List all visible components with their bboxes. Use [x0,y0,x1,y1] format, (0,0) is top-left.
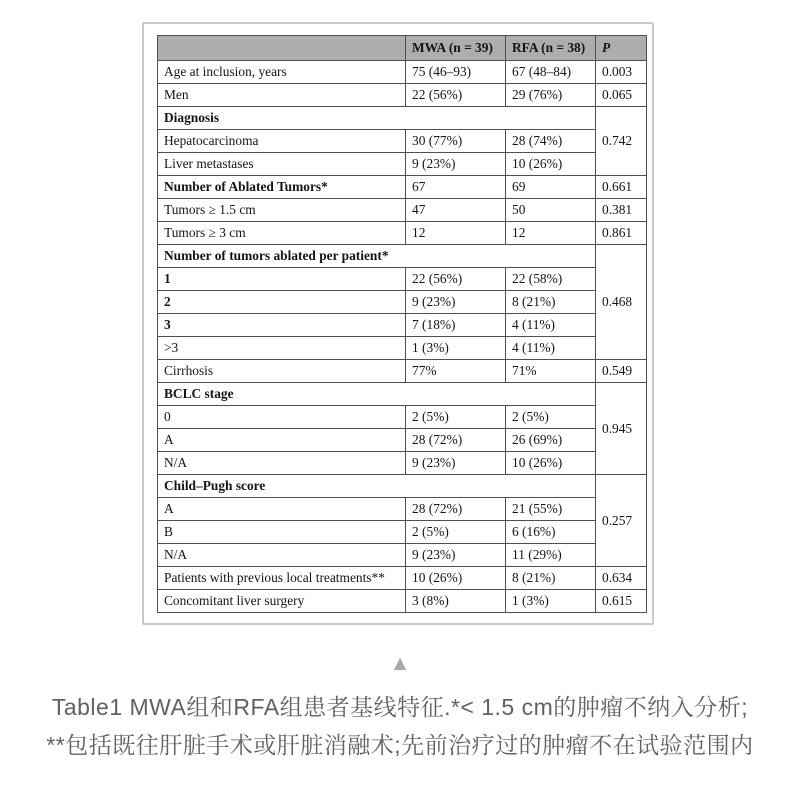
table-cell: 50 [506,199,596,222]
table-cell: 0.065 [596,84,647,107]
table-cell: 8 (21%) [506,567,596,590]
table-row [158,383,647,406]
table-cell: 0.661 [596,176,647,199]
p-value-merged-cell: 0.945 [596,383,647,475]
table-row [158,245,647,268]
table-cell: 22 (56%) [406,268,506,291]
table-cell: Tumors ≥ 1.5 cm [158,199,406,222]
table-row [158,176,647,199]
table-row [158,590,647,613]
table-row [158,84,647,107]
table-cell: 0 [158,406,406,429]
table-cell: 2 (5%) [406,521,506,544]
table-cell: >3 [158,337,406,360]
table-cell: 0.615 [596,590,647,613]
caption-line-1: Table1 MWA组和RFA组患者基线特征.*< 1.5 cm的肿瘤不纳入分析; [51,694,749,720]
table-cell: 71% [506,360,596,383]
table-cell: 2 [158,291,406,314]
table-cell: B [158,521,406,544]
caption-line-2: **包括既往肝脏手术或肝脏消融术;先前治疗过的肿瘤不在试验范围内 [46,732,754,758]
table-row [158,61,647,84]
table-cell: 1 [158,268,406,291]
table-cell: 22 (58%) [506,268,596,291]
table-cell: 1 (3%) [506,590,596,613]
p-value-merged-cell: 0.257 [596,475,647,567]
table-cell: A [158,429,406,452]
column-header [158,36,406,61]
table-cell: Number of tumors ablated per patient* [158,245,596,268]
table-row [158,544,647,567]
table-cell: Patients with previous local treatments** [158,567,406,590]
table-cell: Hepatocarcinoma [158,130,406,153]
table-cell: 22 (56%) [406,84,506,107]
table-cell: 28 (74%) [506,130,596,153]
table-row [158,360,647,383]
table-row [158,452,647,475]
table-cell: Men [158,84,406,107]
table-cell: 12 [506,222,596,245]
table-cell: 67 (48–84) [506,61,596,84]
table-cell: 3 (8%) [406,590,506,613]
table-row [158,291,647,314]
p-value-merged-cell: 0.742 [596,107,647,176]
table-row [158,222,647,245]
table-cell: 30 (77%) [406,130,506,153]
table-cell: Diagnosis [158,107,596,130]
table-cell: 10 (26%) [506,452,596,475]
table-row [158,199,647,222]
table-cell: 10 (26%) [506,153,596,176]
table-cell: 0.549 [596,360,647,383]
table-cell: 21 (55%) [506,498,596,521]
table-cell: 0.003 [596,61,647,84]
table-figure-panel [142,22,654,625]
table-cell: 10 (26%) [406,567,506,590]
table-cell: N/A [158,544,406,567]
table-row [158,567,647,590]
column-header: MWA (n = 39) [406,36,506,61]
figure-caption [0,688,800,764]
column-header: RFA (n = 38) [506,36,596,61]
table-cell: 4 (11%) [506,314,596,337]
table-cell: Number of Ablated Tumors* [158,176,406,199]
table-cell: 2 (5%) [406,406,506,429]
table-cell: 0.861 [596,222,647,245]
table-row [158,521,647,544]
table-cell: 7 (18%) [406,314,506,337]
table-cell: 2 (5%) [506,406,596,429]
table-row [158,153,647,176]
table-cell: N/A [158,452,406,475]
table-cell: 26 (69%) [506,429,596,452]
table-header-row [158,36,647,61]
table-row [158,314,647,337]
table-cell: 1 (3%) [406,337,506,360]
table-cell: 29 (76%) [506,84,596,107]
table-cell: 9 (23%) [406,452,506,475]
table-cell: 9 (23%) [406,544,506,567]
table-cell: 3 [158,314,406,337]
table-row [158,429,647,452]
table-cell: 28 (72%) [406,429,506,452]
table-cell: Cirrhosis [158,360,406,383]
table-row [158,337,647,360]
table-cell: 0.634 [596,567,647,590]
table-cell: 47 [406,199,506,222]
table-cell: Tumors ≥ 3 cm [158,222,406,245]
table-cell: 9 (23%) [406,153,506,176]
table-cell: 12 [406,222,506,245]
baseline-characteristics-table [157,35,647,613]
table-cell: BCLC stage [158,383,596,406]
table-cell: 67 [406,176,506,199]
table-row [158,130,647,153]
table-cell: Liver metastases [158,153,406,176]
table-cell: 8 (21%) [506,291,596,314]
table-cell: Age at inclusion, years [158,61,406,84]
table-cell: 0.381 [596,199,647,222]
table-row [158,268,647,291]
table-cell: 77% [406,360,506,383]
table-cell: 9 (23%) [406,291,506,314]
triangle-up-icon: ▲ [393,653,407,672]
table-row [158,498,647,521]
table-row [158,475,647,498]
table-cell: 4 (11%) [506,337,596,360]
table-cell: 6 (16%) [506,521,596,544]
table-cell: 69 [506,176,596,199]
table-row [158,107,647,130]
p-value-merged-cell: 0.468 [596,245,647,360]
table-cell: 28 (72%) [406,498,506,521]
table-cell: 11 (29%) [506,544,596,567]
table-cell: A [158,498,406,521]
table-cell: 75 (46–93) [406,61,506,84]
table-cell: Concomitant liver surgery [158,590,406,613]
table-cell: Child–Pugh score [158,475,596,498]
column-header: P [596,36,647,61]
table-row [158,406,647,429]
